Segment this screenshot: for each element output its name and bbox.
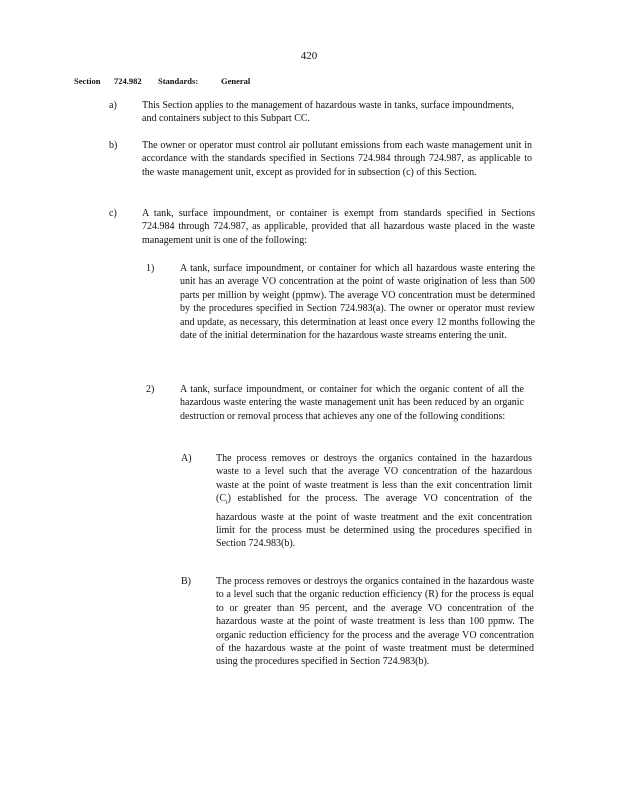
item-b-text: The owner or operator must control air pollutant emissions from each waste management unit in accordance with the standards specified in Sections 724.984 through 724.987, as applicable to the waste management unit, except as provided for in subsection (c) of this Section. bbox=[142, 140, 532, 178]
item-c2B-label: B) bbox=[181, 576, 191, 587]
item-c2A-label: A) bbox=[181, 453, 192, 464]
item-a-text: This Section applies to the management of hazardous waste in tanks, surface impoundments, and containers subject to this Subpart CC. bbox=[142, 100, 514, 125]
item-c-text: A tank, surface impoundment, or container is exempt from standards specified in Sections 724.984 through 724.987, as applicable, provided that all hazardous waste placed in the waste management unit is one of the following: bbox=[142, 208, 535, 246]
section-word: Section bbox=[74, 76, 101, 86]
section-number: 724.982 bbox=[114, 76, 142, 86]
item-c2A-subscript: t bbox=[226, 500, 228, 507]
section-title: General bbox=[221, 76, 251, 86]
item-c2A-text bbox=[216, 452, 532, 551]
item-c-label: c) bbox=[109, 208, 117, 219]
item-c2-label: 2) bbox=[146, 384, 155, 395]
standards-label: Standards: bbox=[158, 76, 199, 86]
item-b-label: b) bbox=[109, 140, 118, 151]
section-heading bbox=[74, 76, 250, 86]
page-number: 420 bbox=[300, 50, 318, 62]
item-c2A-text-before: The process removes or destroys the organics contained in the hazardous waste to a level such that the average VO concentration of the hazardous waste at the point of waste treatment is less than the exit concentration limit (C bbox=[216, 453, 532, 505]
item-c1-label: 1) bbox=[146, 263, 155, 274]
item-c2B-text: The process removes or destroys the organics contained in the hazardous waste to a level such that the organic reduction efficiency (R) for the process is equal to or greater than 95 percent, and the average VO concentration of the hazardous waste at the point of waste treatment is less than 100 ppmw. The organic reduction efficiency for the process and the average VO concentration of the hazardous waste at the point of waste treatment must be determined using the procedures specified in Section 724.983(b). bbox=[216, 576, 534, 668]
item-c2-text: A tank, surface impoundment, or container for which the organic content of all the hazardous waste entering the waste management unit has been reduced by an organic destruction or removal process that achieves any one of the following conditions: bbox=[180, 384, 524, 422]
item-c1-text: A tank, surface impoundment, or container for which all hazardous waste entering the unit has an average VO concentration at the point of waste origination of less than 500 parts per million by weight (ppmw). The average VO concentration must be determined by the procedures specified in Section 724.983(a). The owner or operator must review and update, as necessary, this determination at least once every 12 months following the date of the initial determination for the hazardous waste streams entering the unit. bbox=[180, 263, 535, 342]
item-a-label: a) bbox=[109, 100, 117, 111]
item-c2A-text-after: ) established for the process. The average VO concentration of the hazardous waste at the point of waste treatment and the exit concentration limit for the process must be determined using the procedures specified in Section 724.983(b). bbox=[216, 493, 532, 550]
